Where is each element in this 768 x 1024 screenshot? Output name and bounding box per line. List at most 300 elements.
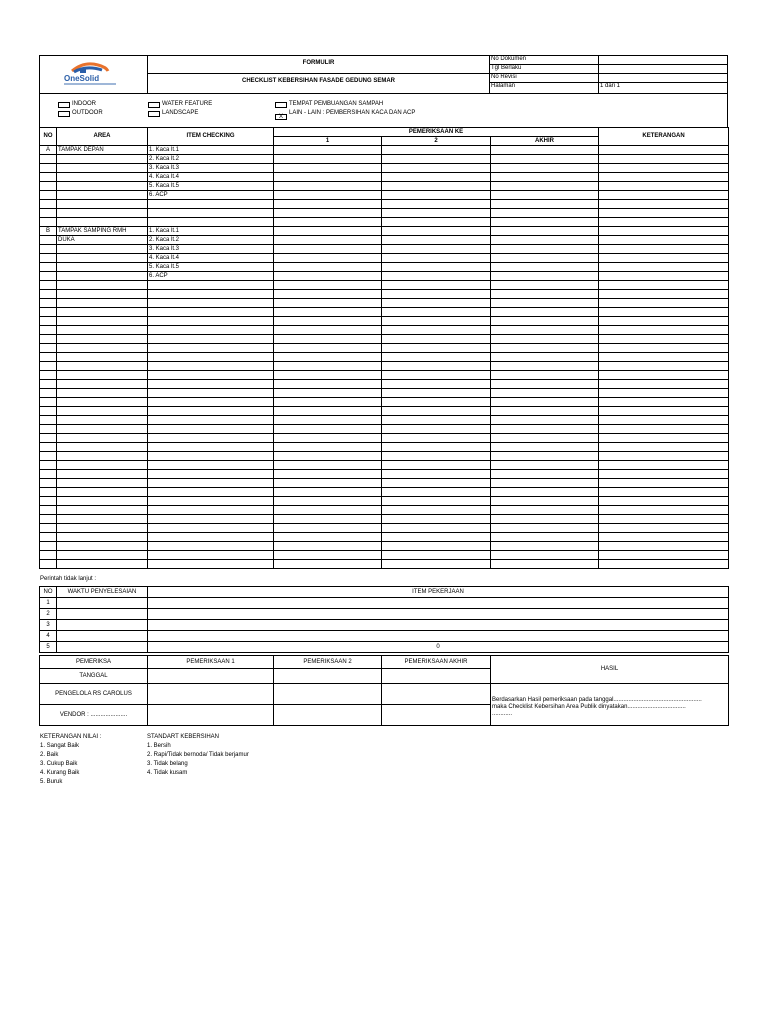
row-check-1[interactable] [274, 542, 382, 551]
row-check-akhir[interactable] [491, 281, 599, 290]
row-check-akhir[interactable] [491, 443, 599, 452]
row-check-akhir[interactable] [491, 254, 599, 263]
row-check-2[interactable] [382, 236, 491, 245]
hasil-label: HASIL [491, 656, 729, 684]
row-check-akhir[interactable] [491, 398, 599, 407]
row-check-2[interactable] [382, 479, 491, 488]
company-logo [58, 59, 122, 87]
perintah-row-waktu[interactable] [57, 598, 148, 609]
table-row [40, 344, 729, 353]
row-check-1[interactable] [274, 353, 382, 362]
col-item-header: ITEM CHECKING [148, 128, 274, 146]
row-check-1[interactable] [274, 461, 382, 470]
row-item [148, 542, 274, 551]
row-check-1[interactable] [274, 200, 382, 209]
perintah-row-waktu[interactable] [57, 609, 148, 620]
tanggal-label: TANGGAL [40, 669, 148, 684]
row-check-1[interactable] [274, 263, 382, 272]
row-check-1[interactable] [274, 434, 382, 443]
row-area [57, 182, 148, 191]
table-row [40, 515, 729, 524]
row-check-1[interactable] [274, 398, 382, 407]
row-check-1[interactable] [274, 254, 382, 263]
hasil-text-line: maka Checklist Kebersihan Area Publik dinyatakan................................... [492, 704, 686, 710]
col-1-header: 1 [274, 137, 382, 146]
row-area [57, 218, 148, 227]
row-no [40, 371, 57, 380]
row-item [148, 533, 274, 542]
table-row [40, 560, 729, 569]
row-no [40, 308, 57, 317]
row-check-2[interactable] [382, 227, 491, 236]
row-no [40, 461, 57, 470]
row-check-2[interactable] [382, 398, 491, 407]
row-check-1[interactable] [274, 299, 382, 308]
row-check-akhir[interactable] [491, 353, 599, 362]
row-keterangan[interactable] [599, 497, 729, 506]
row-check-akhir[interactable] [491, 479, 599, 488]
row-area [57, 344, 148, 353]
row-check-1[interactable] [274, 497, 382, 506]
row-area [57, 335, 148, 344]
row-keterangan[interactable] [599, 344, 729, 353]
row-no [40, 155, 57, 164]
row-area [57, 497, 148, 506]
row-keterangan[interactable] [599, 227, 729, 236]
row-check-1[interactable] [274, 506, 382, 515]
row-check-akhir[interactable] [491, 452, 599, 461]
row-keterangan[interactable] [599, 353, 729, 362]
row-no [40, 452, 57, 461]
row-no [40, 263, 57, 272]
row-check-2[interactable] [382, 308, 491, 317]
row-check-1[interactable] [274, 281, 382, 290]
row-item [148, 218, 274, 227]
row-check-akhir[interactable] [491, 470, 599, 479]
water-feature-checkbox[interactable] [148, 102, 160, 108]
row-item [148, 452, 274, 461]
row-check-2[interactable] [382, 254, 491, 263]
perintah-row-no: 1 [40, 598, 57, 609]
row-check-2[interactable] [382, 173, 491, 182]
row-area [57, 317, 148, 326]
row-check-akhir[interactable] [491, 335, 599, 344]
row-item [148, 488, 274, 497]
table-row [40, 434, 729, 443]
row-check-akhir[interactable] [491, 173, 599, 182]
row-item [148, 425, 274, 434]
table-row [40, 281, 729, 290]
row-check-2[interactable] [382, 515, 491, 524]
table-row [40, 290, 729, 299]
row-check-1[interactable] [274, 164, 382, 173]
row-check-2[interactable] [382, 506, 491, 515]
row-check-akhir[interactable] [491, 560, 599, 569]
row-no: B [40, 227, 57, 236]
row-keterangan[interactable] [599, 389, 729, 398]
row-check-akhir[interactable] [491, 299, 599, 308]
row-check-2[interactable] [382, 299, 491, 308]
row-check-1[interactable] [274, 551, 382, 560]
row-no [40, 443, 57, 452]
table-row [40, 425, 729, 434]
row-check-akhir[interactable] [491, 263, 599, 272]
row-check-akhir[interactable] [491, 389, 599, 398]
row-check-akhir[interactable] [491, 164, 599, 173]
row-keterangan[interactable] [599, 182, 729, 191]
row-keterangan[interactable] [599, 362, 729, 371]
outdoor-checkbox[interactable] [58, 111, 70, 117]
perintah-row-waktu[interactable] [57, 631, 148, 642]
row-check-2[interactable] [382, 434, 491, 443]
row-keterangan[interactable] [599, 479, 729, 488]
row-check-2[interactable] [382, 551, 491, 560]
row-check-akhir[interactable] [491, 200, 599, 209]
row-check-2[interactable] [382, 524, 491, 533]
row-check-akhir[interactable] [491, 416, 599, 425]
row-check-akhir[interactable] [491, 533, 599, 542]
row-check-2[interactable] [382, 416, 491, 425]
row-check-1[interactable] [274, 173, 382, 182]
row-check-1[interactable] [274, 389, 382, 398]
perintah-row-item[interactable] [148, 609, 729, 620]
doc-date-label: Tgl Berlaku [491, 65, 522, 71]
tanggal-akhir-field[interactable] [382, 669, 491, 684]
row-keterangan[interactable] [599, 488, 729, 497]
row-area [57, 209, 148, 218]
divider [489, 73, 728, 74]
table-row [40, 488, 729, 497]
standar-item: 3. Tidak belang [147, 761, 188, 767]
row-no [40, 236, 57, 245]
row-check-2[interactable] [382, 488, 491, 497]
row-check-2[interactable] [382, 362, 491, 371]
row-keterangan[interactable] [599, 326, 729, 335]
vendor-sign-1[interactable] [148, 705, 274, 726]
row-check-1[interactable] [274, 533, 382, 542]
row-check-akhir[interactable] [491, 245, 599, 254]
row-check-akhir[interactable] [491, 218, 599, 227]
row-check-1[interactable] [274, 560, 382, 569]
nilai-item: 2. Baik [40, 752, 59, 758]
perintah-row-waktu[interactable] [57, 642, 148, 653]
row-check-2[interactable] [382, 389, 491, 398]
row-check-akhir[interactable] [491, 227, 599, 236]
nilai-item: 4. Kurang Baik [40, 770, 80, 776]
row-check-1[interactable] [274, 209, 382, 218]
row-check-1[interactable] [274, 470, 382, 479]
nilai-item: 3. Cukup Baik [40, 761, 78, 767]
row-check-akhir[interactable] [491, 209, 599, 218]
row-keterangan[interactable] [599, 380, 729, 389]
row-check-1[interactable] [274, 317, 382, 326]
row-item [148, 308, 274, 317]
row-check-1[interactable] [274, 416, 382, 425]
row-check-1[interactable] [274, 290, 382, 299]
perintah-no-header: NO [40, 587, 57, 598]
row-check-2[interactable] [382, 200, 491, 209]
pengelola-sign-akhir[interactable] [382, 684, 491, 705]
tanggal-1-field[interactable] [148, 669, 274, 684]
row-check-1[interactable] [274, 245, 382, 254]
row-check-akhir[interactable] [491, 146, 599, 155]
pengelola-sign-2[interactable] [274, 684, 382, 705]
row-check-akhir[interactable] [491, 551, 599, 560]
row-keterangan[interactable] [599, 515, 729, 524]
form-title: CHECKLIST KEBERSIHAN FASADE GEDUNG SEMAR [241, 78, 395, 84]
row-area: TAMPAK DEPAN [57, 146, 148, 155]
hasil-text-line: ............ [492, 711, 513, 717]
row-keterangan[interactable] [599, 155, 729, 164]
row-item [148, 551, 274, 560]
row-check-1[interactable] [274, 407, 382, 416]
row-keterangan[interactable] [599, 200, 729, 209]
row-check-2[interactable] [382, 407, 491, 416]
pengelola-sign-1[interactable] [148, 684, 274, 705]
col-no-header: NO [40, 128, 57, 146]
row-check-1[interactable] [274, 236, 382, 245]
row-keterangan[interactable] [599, 371, 729, 380]
row-keterangan[interactable] [599, 335, 729, 344]
perintah-row-no: 3 [40, 620, 57, 631]
row-check-akhir[interactable] [491, 326, 599, 335]
perintah-row-no: 5 [40, 642, 57, 653]
row-keterangan[interactable] [599, 398, 729, 407]
indoor-checkbox[interactable] [58, 102, 70, 108]
row-check-2[interactable] [382, 335, 491, 344]
row-check-akhir[interactable] [491, 155, 599, 164]
row-check-1[interactable] [274, 182, 382, 191]
table-row [40, 380, 729, 389]
row-keterangan[interactable] [599, 416, 729, 425]
row-area: TAMPAK SAMPING RMH [57, 227, 148, 236]
row-check-1[interactable] [274, 524, 382, 533]
row-item: 5. Kaca lt.5 [148, 182, 274, 191]
row-check-2[interactable] [382, 281, 491, 290]
row-keterangan[interactable] [599, 434, 729, 443]
row-area [57, 173, 148, 182]
row-area [57, 470, 148, 479]
row-no [40, 524, 57, 533]
row-check-2[interactable] [382, 533, 491, 542]
row-check-2[interactable] [382, 164, 491, 173]
vendor-sign-akhir[interactable] [382, 705, 491, 726]
perintah-row-item[interactable] [148, 598, 729, 609]
row-check-2[interactable] [382, 245, 491, 254]
row-check-2[interactable] [382, 209, 491, 218]
row-check-1[interactable] [274, 155, 382, 164]
row-keterangan[interactable] [599, 551, 729, 560]
row-check-1[interactable] [274, 425, 382, 434]
row-area [57, 191, 148, 200]
table-row [40, 461, 729, 470]
row-check-2[interactable] [382, 461, 491, 470]
row-no [40, 398, 57, 407]
row-check-1[interactable] [274, 191, 382, 200]
row-keterangan[interactable] [599, 191, 729, 200]
row-no [40, 200, 57, 209]
row-check-1[interactable] [274, 218, 382, 227]
row-check-1[interactable] [274, 488, 382, 497]
row-check-1[interactable] [274, 362, 382, 371]
row-check-akhir[interactable] [491, 497, 599, 506]
row-check-akhir[interactable] [491, 380, 599, 389]
row-keterangan[interactable] [599, 290, 729, 299]
landscape-checkbox[interactable] [148, 111, 160, 117]
row-keterangan[interactable] [599, 218, 729, 227]
row-check-1[interactable] [274, 146, 382, 155]
logo-tagline [64, 83, 116, 85]
row-check-1[interactable] [274, 344, 382, 353]
perintah-row-no: 4 [40, 631, 57, 642]
row-check-2[interactable] [382, 155, 491, 164]
row-check-akhir[interactable] [491, 542, 599, 551]
row-area [57, 407, 148, 416]
row-check-2[interactable] [382, 182, 491, 191]
tempat-pembuangan-checkbox[interactable] [275, 102, 287, 108]
row-keterangan[interactable] [599, 146, 729, 155]
row-item: 5. Kaca lt.5 [148, 263, 274, 272]
row-check-2[interactable] [382, 272, 491, 281]
row-check-2[interactable] [382, 290, 491, 299]
row-check-2[interactable] [382, 380, 491, 389]
perintah-row-waktu[interactable] [57, 620, 148, 631]
row-keterangan[interactable] [599, 308, 729, 317]
row-check-2[interactable] [382, 191, 491, 200]
row-no [40, 191, 57, 200]
row-keterangan[interactable] [599, 533, 729, 542]
table-row [40, 479, 729, 488]
row-check-2[interactable] [382, 371, 491, 380]
row-keterangan[interactable] [599, 470, 729, 479]
row-check-1[interactable] [274, 308, 382, 317]
row-keterangan[interactable] [599, 443, 729, 452]
row-check-1[interactable] [274, 227, 382, 236]
row-check-2[interactable] [382, 146, 491, 155]
row-keterangan[interactable] [599, 263, 729, 272]
row-check-akhir[interactable] [491, 488, 599, 497]
row-item [148, 353, 274, 362]
nilai-item: 1. Sangat Baik [40, 743, 80, 749]
row-check-akhir[interactable] [491, 272, 599, 281]
perintah-row-item[interactable] [148, 620, 729, 631]
row-area: DUKA [57, 236, 148, 245]
row-check-1[interactable] [274, 443, 382, 452]
table-row [40, 263, 729, 272]
row-check-akhir[interactable] [491, 317, 599, 326]
hasil-text-line: Berdasarkan Hasil pemeriksaan pada tanggal..................................................... [492, 697, 702, 703]
row-check-akhir[interactable] [491, 362, 599, 371]
row-check-akhir[interactable] [491, 524, 599, 533]
row-item [148, 281, 274, 290]
row-keterangan[interactable] [599, 272, 729, 281]
row-item [148, 416, 274, 425]
row-check-akhir[interactable] [491, 434, 599, 443]
row-check-2[interactable] [382, 470, 491, 479]
row-check-2[interactable] [382, 443, 491, 452]
row-check-akhir[interactable] [491, 425, 599, 434]
row-check-akhir[interactable] [491, 344, 599, 353]
row-keterangan[interactable] [599, 425, 729, 434]
row-check-1[interactable] [274, 479, 382, 488]
row-check-2[interactable] [382, 344, 491, 353]
row-check-2[interactable] [382, 218, 491, 227]
row-check-akhir[interactable] [491, 461, 599, 470]
row-item [148, 443, 274, 452]
row-keterangan[interactable] [599, 245, 729, 254]
row-check-1[interactable] [274, 371, 382, 380]
row-keterangan[interactable] [599, 560, 729, 569]
row-keterangan[interactable] [599, 452, 729, 461]
row-keterangan[interactable] [599, 281, 729, 290]
row-check-2[interactable] [382, 353, 491, 362]
hasil-text [491, 684, 729, 726]
row-check-2[interactable] [382, 425, 491, 434]
row-item [148, 515, 274, 524]
row-check-akhir[interactable] [491, 515, 599, 524]
row-keterangan[interactable] [599, 407, 729, 416]
row-keterangan[interactable] [599, 209, 729, 218]
row-keterangan[interactable] [599, 254, 729, 263]
row-check-2[interactable] [382, 497, 491, 506]
row-keterangan[interactable] [599, 506, 729, 515]
row-check-1[interactable] [274, 335, 382, 344]
row-check-akhir[interactable] [491, 182, 599, 191]
row-check-2[interactable] [382, 263, 491, 272]
vendor-sign-2[interactable] [274, 705, 382, 726]
table-row [40, 254, 729, 263]
row-keterangan[interactable] [599, 542, 729, 551]
row-check-1[interactable] [274, 326, 382, 335]
row-no [40, 173, 57, 182]
row-check-1[interactable] [274, 452, 382, 461]
row-check-akhir[interactable] [491, 290, 599, 299]
row-keterangan[interactable] [599, 236, 729, 245]
row-keterangan[interactable] [599, 317, 729, 326]
lain-lain-checkbox[interactable]: X [275, 114, 287, 120]
row-keterangan[interactable] [599, 173, 729, 182]
row-keterangan[interactable] [599, 461, 729, 470]
row-check-2[interactable] [382, 542, 491, 551]
row-check-2[interactable] [382, 560, 491, 569]
row-check-1[interactable] [274, 515, 382, 524]
perintah-row-item[interactable]: 0 [148, 642, 729, 653]
table-row [40, 164, 729, 173]
row-check-akhir[interactable] [491, 308, 599, 317]
row-keterangan[interactable] [599, 164, 729, 173]
row-check-akhir[interactable] [491, 506, 599, 515]
table-row [40, 182, 729, 191]
row-check-2[interactable] [382, 326, 491, 335]
row-no [40, 497, 57, 506]
row-item [148, 470, 274, 479]
row-check-2[interactable] [382, 452, 491, 461]
row-check-akhir[interactable] [491, 236, 599, 245]
row-no [40, 434, 57, 443]
row-check-1[interactable] [274, 272, 382, 281]
row-check-akhir[interactable] [491, 407, 599, 416]
perintah-row-item[interactable] [148, 631, 729, 642]
row-check-akhir[interactable] [491, 191, 599, 200]
tanggal-2-field[interactable] [274, 669, 382, 684]
row-no [40, 560, 57, 569]
row-keterangan[interactable] [599, 299, 729, 308]
row-item: 6. ACP [148, 272, 274, 281]
row-keterangan[interactable] [599, 524, 729, 533]
row-check-2[interactable] [382, 317, 491, 326]
row-check-1[interactable] [274, 380, 382, 389]
row-check-akhir[interactable] [491, 371, 599, 380]
